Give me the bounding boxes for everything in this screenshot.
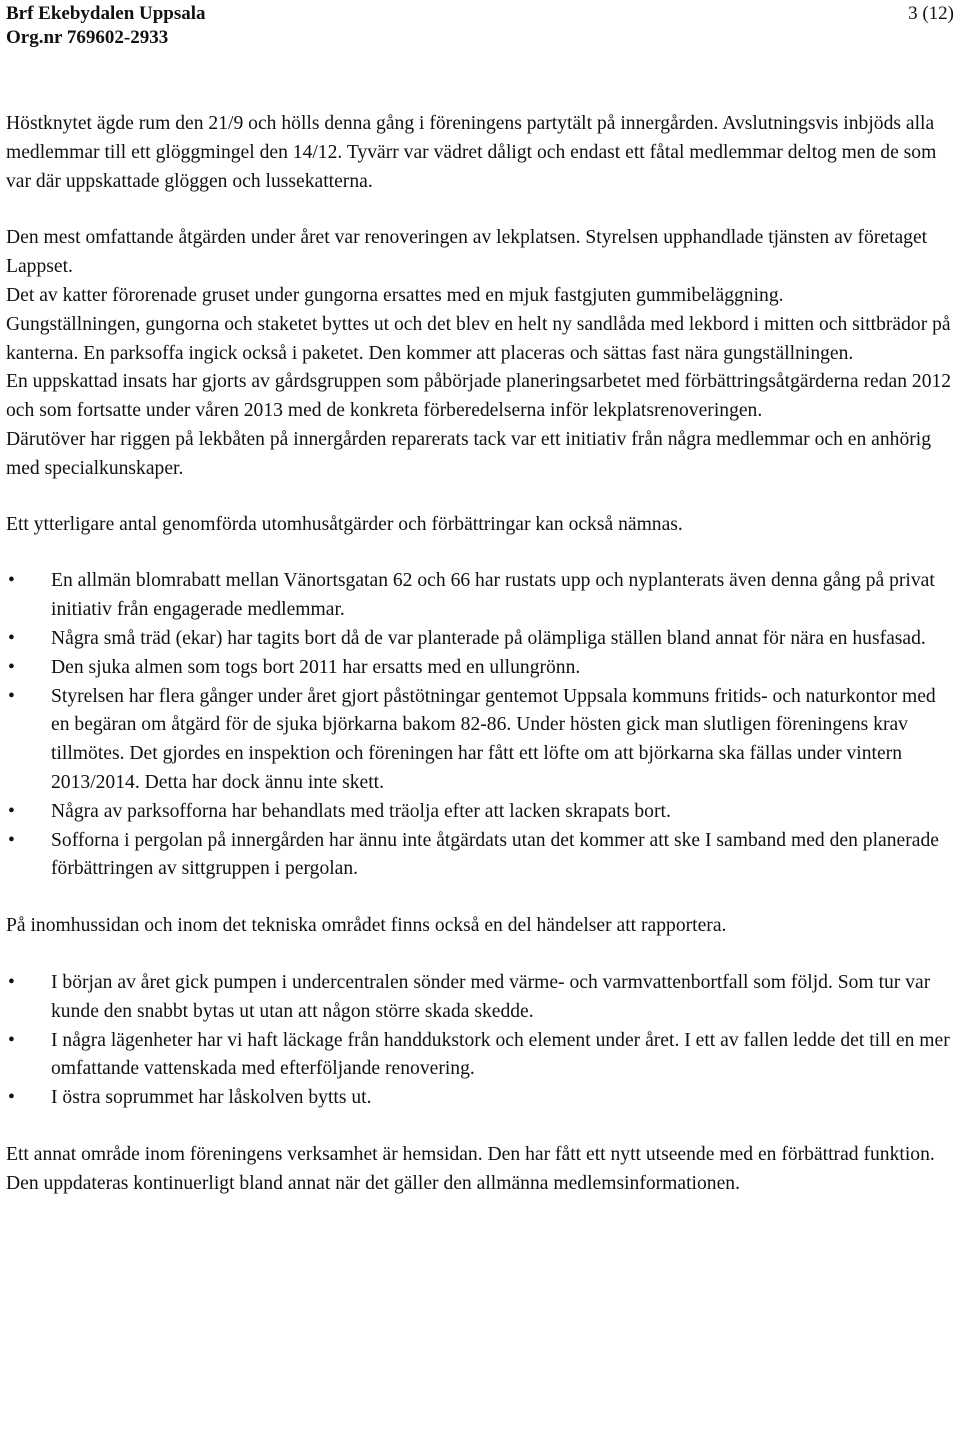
list-item <box>6 567 954 625</box>
paragraph-outdoor-intro: Ett ytterligare antal genomförda utomhusåtgärder och förbättringar kan också nämnas. <box>6 513 683 535</box>
list-item-text: I början av året gick pumpen i undercentralen sönder med värme- och varmvattenbortfall som följd. Som tur var kunde den snabbt bytas ut utan att någon större skada skedde. <box>51 971 931 1022</box>
paragraph-website: Ett annat område inom föreningens verksamhet är hemsidan. Den har fått ett nytt utseende med en förbättrad funktion. Den uppdateras kontinuerligt bland annat när det gäller den allmänna medlemsinformationen. <box>6 1143 935 1194</box>
list-item-text: Den sjuka almen som togs bort 2011 har ersatts med en ullungrönn. <box>51 656 581 678</box>
spacer <box>6 1113 954 1141</box>
list-item <box>6 654 954 683</box>
paragraph-playground: Den mest omfattande åtgärden under året var renoveringen av lekplatsen. Styrelsen upphandlade tjänsten av företaget Lappset. <box>6 227 928 278</box>
spacer <box>6 484 954 511</box>
paragraph-boat-rig: Därutöver har riggen på lekbåten på innergården reparerats tack var ett initiativ från några medlemmar och en anhörig med specialkunskaper. <box>6 428 932 479</box>
list-item-text: I några lägenheter har vi haft läckage från handdukstork och element under året. I ett av fallen ledde det till en mer omfattande vattenskada med efterföljande renovering. <box>51 1029 950 1080</box>
list-item-text: Styrelsen har flera gånger under året gjort påstötningar gentemot Uppsala kommuns fritids- och naturkontor med en begäran om åtgärd för de sjuka björkarna bakom 82-86. Under hösten gick man slutligen föreningens krav tillmötes. Det gjordes en inspektion och föreningen har fått ett löfte om att björkarna ska fällas under vintern 2013/2014. Detta har dock ännu inte skett. <box>51 685 936 793</box>
page-header <box>6 2 954 50</box>
list-item-text: Sofforna i pergolan på innergården har ännu inte åtgärdats utan det kommer att ske I samband med den planerade förbättringen av sittgruppen i pergolan. <box>51 829 939 880</box>
bullet: • <box>8 627 15 649</box>
paragraph-autumn-event: Höstknytet ägde rum den 21/9 och hölls denna gång i föreningens partytält på innergården. Avslutningsvis inbjöds alla medlemmar till ett glöggmingel den 14/12. Tyvärr var vädret dåligt och endast ett fåtal medlemmar deltog men de som var där uppskattade glöggen och lussekatterna. <box>6 113 937 192</box>
outdoor-measures-list <box>6 567 954 884</box>
list-item <box>6 1027 954 1085</box>
paragraph-gravel: Det av katter förorenade gruset under gungorna ersattes med en mjuk fastgjuten gummibeläggning. <box>6 284 784 306</box>
list-item <box>6 1084 954 1113</box>
org-number: Org.nr 769602-2933 <box>6 27 169 48</box>
paragraph-indoor-intro: På inomhussidan och inom det tekniska området finns också en del händelser att rapportera. <box>6 915 727 937</box>
bullet: • <box>8 1087 15 1109</box>
bullet: • <box>8 685 15 707</box>
list-item-text: En allmän blomrabatt mellan Vänortsgatan 62 och 66 har rustats upp och nyplanterats även denna gång på privat initiativ från engagerade medlemmar. <box>51 570 935 621</box>
bullet: • <box>8 829 15 851</box>
indoor-events-list <box>6 969 954 1113</box>
document-body <box>6 110 954 1199</box>
org-name: Brf Ekebydalen Uppsala <box>6 3 206 24</box>
bullet: • <box>8 656 15 678</box>
list-item-text: Några av parksofforna har behandlats med träolja efter att lacken skrapats bort. <box>51 800 671 822</box>
list-item <box>6 683 954 798</box>
list-item <box>6 625 954 654</box>
spacer <box>6 941 954 969</box>
list-item <box>6 798 954 827</box>
spacer <box>6 884 954 912</box>
bullet: • <box>8 1029 15 1051</box>
list-item <box>6 827 954 885</box>
page-number: 3 (12) <box>908 3 954 24</box>
paragraph-swings: Gungställningen, gungorna och staketet byttes ut och det blev en helt ny sandlåda med lekbord i mitten och sittbrädor på kanterna. En parksoffa ingick också i paketet. Den kommer att placeras och sättas fast nära gungställningen. <box>6 313 951 364</box>
bullet: • <box>8 570 15 592</box>
list-item <box>6 969 954 1027</box>
paragraph-yard-group: En uppskattad insats har gjorts av gårdsgruppen som påbörjade planeringsarbetet med förbättringsåtgärderna redan 2012 och som fortsatte under våren 2013 med de konkreta förberedelserna inför lekplatsrenoveringen. <box>6 371 952 422</box>
bullet: • <box>8 971 15 993</box>
spacer <box>6 539 954 567</box>
spacer <box>6 196 954 224</box>
list-item-text: Några små träd (ekar) har tagits bort då de var planterade på olämpliga ställen bland annat för nära en husfasad. <box>51 627 926 649</box>
list-item-text: I östra soprummet har låskolven bytts ut. <box>51 1087 372 1109</box>
bullet: • <box>8 800 15 822</box>
